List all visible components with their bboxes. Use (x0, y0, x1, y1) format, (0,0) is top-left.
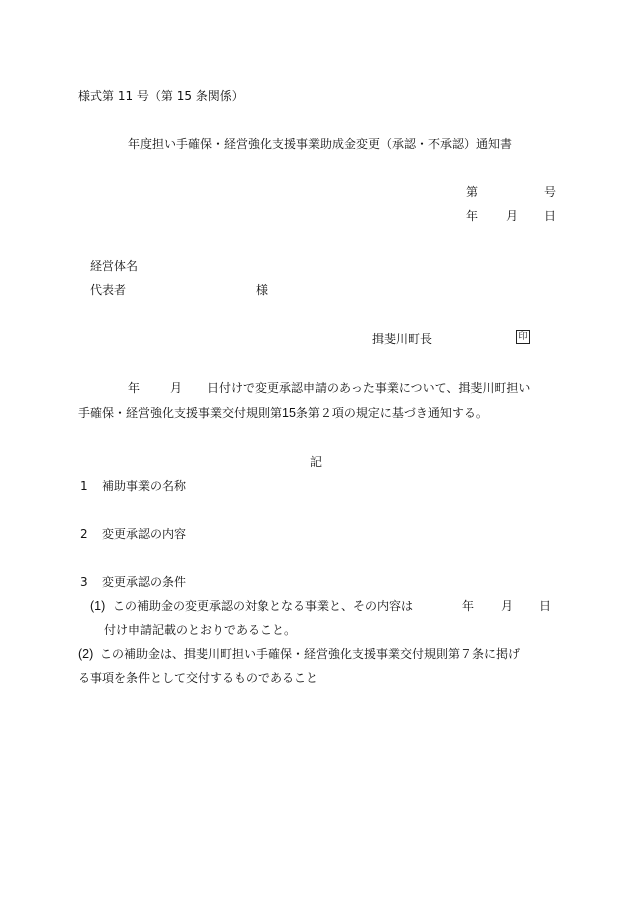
condition1-line2: 付け申請記載のとおりであること。 (104, 623, 297, 637)
recipient-honorific: 様 (256, 283, 269, 297)
item2-number: 2 (80, 527, 88, 541)
date-year: 年 (466, 209, 479, 223)
item1-label: 補助事業の名称 (102, 479, 187, 493)
body-line2-suffix: 条第２項の規定に基づき通知する。 (295, 406, 488, 420)
date-day: 日 (544, 209, 557, 223)
item3-number: 3 (80, 575, 88, 589)
doc-number-dai: 第 (466, 185, 479, 199)
item2-label: 変更承認の内容 (102, 527, 187, 541)
body-line2-article: 15 (282, 406, 296, 420)
ki-heading: 記 (310, 455, 323, 469)
item3-label: 変更承認の条件 (102, 575, 187, 589)
seal-icon: 印 (516, 330, 530, 344)
document-title: 年度担い手確保・経営強化支援事業助成金変更（承認・不承認）通知書 (128, 137, 513, 151)
condition2-line2: る事項を条件として交付するものであること (78, 671, 319, 685)
condition2-line1: この補助金は、揖斐川町担い手確保・経営強化支援事業交付規則第７条に掲げ (100, 647, 521, 661)
body-line1: 日付けで変更承認申請のあった事業について、揖斐川町担い (207, 381, 531, 395)
condition1-number: (1) (90, 599, 106, 613)
recipient-rep-label: 代表者 (90, 283, 127, 297)
condition1-month: 月 (501, 599, 514, 613)
body-year: 年 (128, 381, 141, 395)
body-line2-prefix: 手確保・経営強化支援事業交付規則第 (78, 406, 283, 420)
recipient-org-label: 経営体名 (90, 259, 139, 273)
condition1-year: 年 (462, 599, 475, 613)
body-month: 月 (170, 381, 183, 395)
issuer-name: 揖斐川町長 (372, 332, 433, 346)
doc-number-go: 号 (544, 185, 557, 199)
date-month: 月 (506, 209, 519, 223)
form-number: 様式第 11 号（第 15 条関係） (78, 89, 244, 103)
condition1-day: 日 (539, 599, 552, 613)
body-line2 (78, 405, 488, 421)
condition1-text: この補助金の変更承認の対象となる事業と、その内容は (113, 599, 414, 613)
condition2-number: (2) (78, 647, 94, 661)
item1-number: 1 (80, 479, 88, 493)
